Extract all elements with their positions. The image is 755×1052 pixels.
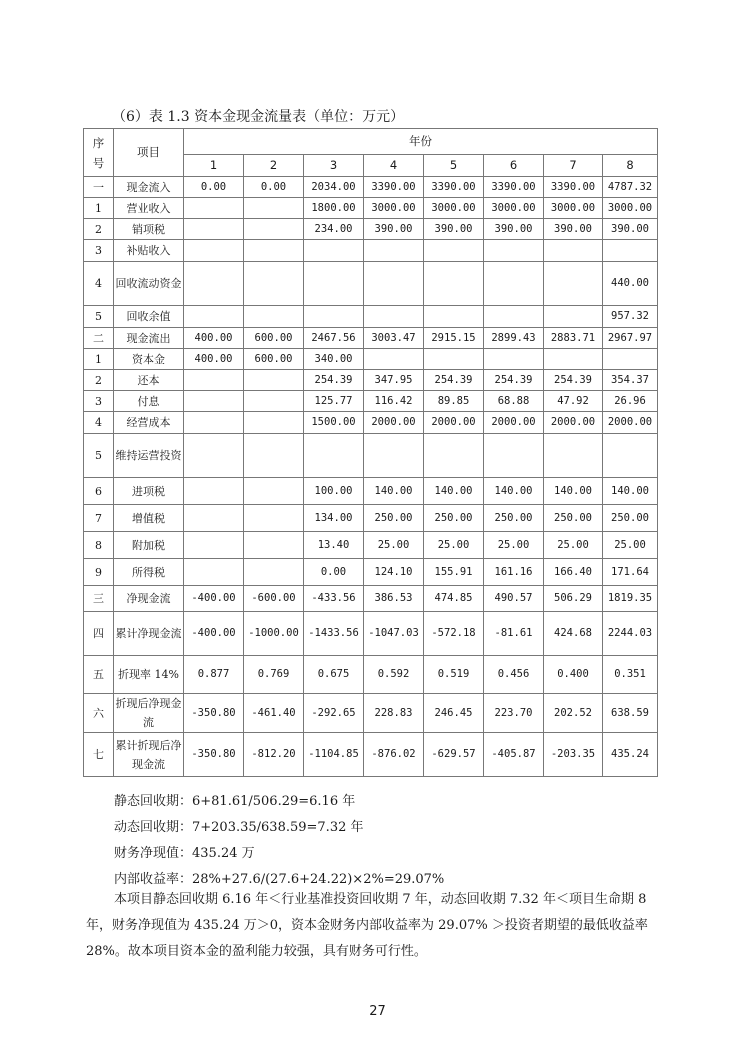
cell-value: -572.18 [424, 612, 484, 656]
row-item: 维持运营投资 [114, 434, 184, 478]
row-seq: 6 [84, 478, 114, 505]
cell-value: -1433.56 [304, 612, 364, 656]
cell-value: 600.00 [244, 328, 304, 349]
cell-value [244, 240, 304, 262]
cell-value: 202.52 [544, 694, 603, 733]
row-seq: 七 [84, 733, 114, 777]
table-row [84, 434, 658, 478]
cell-value: 2899.43 [484, 328, 544, 349]
cell-value: 25.00 [603, 532, 658, 559]
cell-value: -876.02 [364, 733, 424, 777]
table-row [84, 656, 658, 694]
page-number: 27 [369, 1004, 386, 1019]
cell-value [184, 505, 244, 532]
row-seq: 9 [84, 559, 114, 586]
cell-value: 3000.00 [603, 198, 658, 219]
table-row [84, 262, 658, 306]
cell-value: 347.95 [364, 370, 424, 391]
cell-value: 254.39 [424, 370, 484, 391]
cell-value: 0.769 [244, 656, 304, 694]
cell-value [244, 532, 304, 559]
row-seq: 4 [84, 262, 114, 306]
cell-value: 68.88 [484, 391, 544, 412]
cell-value: 3390.00 [364, 177, 424, 198]
cell-value: 0.456 [484, 656, 544, 694]
row-item: 还本 [114, 370, 184, 391]
row-item: 回收余值 [114, 306, 184, 328]
table-row [84, 306, 658, 328]
cell-value [304, 306, 364, 328]
cell-value [304, 434, 364, 478]
cell-value [484, 434, 544, 478]
cell-value: 3000.00 [544, 198, 603, 219]
cell-value: 25.00 [424, 532, 484, 559]
cell-value [603, 240, 658, 262]
table-row [84, 177, 658, 198]
row-item: 回收流动资金 [114, 262, 184, 306]
cell-value [424, 434, 484, 478]
row-item: 现金流出 [114, 328, 184, 349]
cell-value: 250.00 [603, 505, 658, 532]
row-seq: 4 [84, 412, 114, 434]
cell-value: 354.37 [603, 370, 658, 391]
cell-value [184, 559, 244, 586]
cell-value: 3000.00 [364, 198, 424, 219]
cell-value: 0.00 [184, 177, 244, 198]
cell-value [304, 262, 364, 306]
cell-value: 2467.56 [304, 328, 364, 349]
cell-value: 13.40 [304, 532, 364, 559]
row-seq: 三 [84, 586, 114, 612]
cell-value: -292.65 [304, 694, 364, 733]
cell-value: 246.45 [424, 694, 484, 733]
row-item: 折现率 14% [114, 656, 184, 694]
cell-value [544, 349, 603, 370]
cell-value [244, 219, 304, 240]
cell-value: 474.85 [424, 586, 484, 612]
cell-value: 47.92 [544, 391, 603, 412]
cell-value [424, 262, 484, 306]
cell-value: 3003.47 [364, 328, 424, 349]
cell-value [484, 262, 544, 306]
cell-value: 424.68 [544, 612, 603, 656]
cell-value: 435.24 [603, 733, 658, 777]
row-item: 现金流入 [114, 177, 184, 198]
cell-value: 2000.00 [364, 412, 424, 434]
cell-value: 89.85 [424, 391, 484, 412]
cell-value [364, 306, 424, 328]
row-item: 经营成本 [114, 412, 184, 434]
cell-value [484, 240, 544, 262]
table-row [84, 586, 658, 612]
cell-value [184, 198, 244, 219]
cell-value: 140.00 [424, 478, 484, 505]
cell-value: 490.57 [484, 586, 544, 612]
cell-value [484, 306, 544, 328]
row-seq: 7 [84, 505, 114, 532]
row-item: 付息 [114, 391, 184, 412]
cell-value: 125.77 [304, 391, 364, 412]
cell-value [184, 412, 244, 434]
cell-value: 134.00 [304, 505, 364, 532]
cell-value [244, 306, 304, 328]
cell-value [244, 412, 304, 434]
cell-value: 3390.00 [484, 177, 544, 198]
cell-value [544, 434, 603, 478]
cell-value: 25.00 [544, 532, 603, 559]
year-header: 5 [424, 155, 484, 177]
cell-value [184, 240, 244, 262]
cell-value: 506.29 [544, 586, 603, 612]
cell-value: 1500.00 [304, 412, 364, 434]
table-row [84, 412, 658, 434]
table-row [84, 240, 658, 262]
cell-value: 386.53 [364, 586, 424, 612]
cell-value [184, 391, 244, 412]
cell-value: 140.00 [603, 478, 658, 505]
cell-value: 0.675 [304, 656, 364, 694]
cell-value [544, 240, 603, 262]
cell-value [184, 478, 244, 505]
cell-value: 0.00 [244, 177, 304, 198]
cell-value [304, 240, 364, 262]
row-seq: 一 [84, 177, 114, 198]
cell-value: 155.91 [424, 559, 484, 586]
cell-value: 140.00 [484, 478, 544, 505]
table-row [84, 349, 658, 370]
cell-value: 0.519 [424, 656, 484, 694]
npv: 财务净现值：435.24 万 [114, 846, 255, 861]
row-seq: 1 [84, 198, 114, 219]
cell-value: 3000.00 [484, 198, 544, 219]
cell-value: 166.40 [544, 559, 603, 586]
row-seq: 二 [84, 328, 114, 349]
cell-value: 3390.00 [544, 177, 603, 198]
cell-value: 234.00 [304, 219, 364, 240]
cell-value: -812.20 [244, 733, 304, 777]
cell-value [244, 370, 304, 391]
cell-value [184, 219, 244, 240]
row-item: 累计净现金流 [114, 612, 184, 656]
cell-value: 171.64 [603, 559, 658, 586]
cell-value: 1800.00 [304, 198, 364, 219]
row-item: 进项税 [114, 478, 184, 505]
cell-value: 250.00 [544, 505, 603, 532]
cell-value: 600.00 [244, 349, 304, 370]
row-item: 增值税 [114, 505, 184, 532]
cell-value: -1000.00 [244, 612, 304, 656]
cell-value: 3000.00 [424, 198, 484, 219]
table-row [84, 219, 658, 240]
cell-value: 2000.00 [603, 412, 658, 434]
row-item: 销项税 [114, 219, 184, 240]
cell-value: 25.00 [364, 532, 424, 559]
cell-value [184, 262, 244, 306]
cell-value: -629.57 [424, 733, 484, 777]
cell-value: -600.00 [244, 586, 304, 612]
cell-value: 2034.00 [304, 177, 364, 198]
cell-value [424, 349, 484, 370]
table-row [84, 733, 658, 777]
cell-value [184, 532, 244, 559]
year-header: 3 [304, 155, 364, 177]
row-seq: 五 [84, 656, 114, 694]
year-header: 8 [603, 155, 658, 177]
table-row [84, 370, 658, 391]
cell-value [244, 559, 304, 586]
cell-value: 0.00 [304, 559, 364, 586]
cell-value: 161.16 [484, 559, 544, 586]
cell-value: 3390.00 [424, 177, 484, 198]
cell-value: 390.00 [424, 219, 484, 240]
cell-value: 390.00 [603, 219, 658, 240]
cell-value [544, 262, 603, 306]
cell-value [364, 262, 424, 306]
row-seq: 5 [84, 434, 114, 478]
row-item: 营业收入 [114, 198, 184, 219]
cell-value [244, 505, 304, 532]
cell-value: 2244.03 [603, 612, 658, 656]
cell-value: -461.40 [244, 694, 304, 733]
cell-value [364, 434, 424, 478]
dynamic-payback: 动态回收期：7+203.35/638.59=7.32 年 [114, 820, 364, 835]
table-row [84, 612, 658, 656]
row-item: 附加税 [114, 532, 184, 559]
cell-value: 250.00 [364, 505, 424, 532]
header-year: 年份 [184, 129, 658, 155]
conclusion-paragraph: 本项目静态回收期 6.16 年＜行业基准投资回收期 7 年，动态回收期 7.32 年＜项目生命期 8 年，财务净现值为 435.24 万＞0，资本金财务内部收益率为 29.07% ＞投资者期望的最低收益率 28%。故本项目资本金的盈利能力较强，具有财务可行性。 [86, 892, 648, 959]
cell-value: 140.00 [364, 478, 424, 505]
cell-value: -203.35 [544, 733, 603, 777]
row-seq: 8 [84, 532, 114, 559]
year-header: 2 [244, 155, 304, 177]
cell-value: 25.00 [484, 532, 544, 559]
cell-value: 223.70 [484, 694, 544, 733]
row-seq: 2 [84, 370, 114, 391]
cash-flow-table [83, 128, 658, 777]
cell-value: 250.00 [484, 505, 544, 532]
cell-value [184, 370, 244, 391]
cell-value: 254.39 [544, 370, 603, 391]
cell-value [544, 306, 603, 328]
table-row [84, 505, 658, 532]
cell-value: 2000.00 [484, 412, 544, 434]
cell-value: 100.00 [304, 478, 364, 505]
table-row [84, 559, 658, 586]
cell-value: -1047.03 [364, 612, 424, 656]
cell-value [364, 349, 424, 370]
cell-value: 116.42 [364, 391, 424, 412]
cell-value [603, 434, 658, 478]
cell-value [484, 349, 544, 370]
cell-value: -405.87 [484, 733, 544, 777]
cell-value: 390.00 [364, 219, 424, 240]
row-item: 资本金 [114, 349, 184, 370]
cell-value: 0.592 [364, 656, 424, 694]
cell-value: -81.61 [484, 612, 544, 656]
cell-value: 0.400 [544, 656, 603, 694]
cell-value [244, 478, 304, 505]
row-seq: 2 [84, 219, 114, 240]
year-header: 4 [364, 155, 424, 177]
cell-value [424, 240, 484, 262]
cell-value [184, 306, 244, 328]
row-item: 折现后净现金流 [114, 694, 184, 733]
year-header: 6 [484, 155, 544, 177]
cell-value: 2000.00 [544, 412, 603, 434]
table-row [84, 328, 658, 349]
cell-value: -433.56 [304, 586, 364, 612]
cell-value: 228.83 [364, 694, 424, 733]
cell-value: 1819.35 [603, 586, 658, 612]
cell-value [244, 262, 304, 306]
cell-value: 390.00 [544, 219, 603, 240]
row-seq: 六 [84, 694, 114, 733]
cell-value: 957.32 [603, 306, 658, 328]
cell-value: -350.80 [184, 733, 244, 777]
table-row [84, 478, 658, 505]
cell-value [244, 391, 304, 412]
row-seq: 3 [84, 391, 114, 412]
cell-value: -400.00 [184, 612, 244, 656]
cell-value: -400.00 [184, 586, 244, 612]
cell-value: -1104.85 [304, 733, 364, 777]
cell-value: 440.00 [603, 262, 658, 306]
cell-value [424, 306, 484, 328]
cell-value: 2883.71 [544, 328, 603, 349]
row-item: 累计折现后净现金流 [114, 733, 184, 777]
row-seq: 5 [84, 306, 114, 328]
row-seq: 3 [84, 240, 114, 262]
year-header: 7 [544, 155, 603, 177]
cell-value: 140.00 [544, 478, 603, 505]
row-item: 补贴收入 [114, 240, 184, 262]
cell-value [184, 434, 244, 478]
cell-value: 2000.00 [424, 412, 484, 434]
irr: 内部收益率：28%+27.6/(27.6+24.22)×2%=29.07% [114, 872, 445, 887]
cell-value: 2967.97 [603, 328, 658, 349]
cell-value: 638.59 [603, 694, 658, 733]
year-header: 1 [184, 155, 244, 177]
table-row [84, 694, 658, 733]
table-row [84, 198, 658, 219]
cell-value: 4787.32 [603, 177, 658, 198]
cell-value: 390.00 [484, 219, 544, 240]
row-seq: 四 [84, 612, 114, 656]
cell-value: 400.00 [184, 328, 244, 349]
cell-value: 400.00 [184, 349, 244, 370]
cell-value: 26.96 [603, 391, 658, 412]
cell-value: 0.351 [603, 656, 658, 694]
cell-value: 340.00 [304, 349, 364, 370]
cell-value: 254.39 [484, 370, 544, 391]
table-caption: （6）表 1.3 资本金现金流量表（单位：万元） [112, 109, 405, 125]
header-seq: 序号 [84, 129, 114, 177]
cell-value [244, 434, 304, 478]
header-item: 项目 [114, 129, 184, 177]
row-seq: 1 [84, 349, 114, 370]
table-row [84, 391, 658, 412]
cell-value [364, 240, 424, 262]
cell-value [244, 198, 304, 219]
cell-value: 124.10 [364, 559, 424, 586]
cell-value: 2915.15 [424, 328, 484, 349]
row-item: 所得税 [114, 559, 184, 586]
row-item: 净现金流 [114, 586, 184, 612]
cell-value: 254.39 [304, 370, 364, 391]
cell-value: -350.80 [184, 694, 244, 733]
table-row [84, 532, 658, 559]
cell-value [603, 349, 658, 370]
static-payback: 静态回收期：6+81.61/506.29=6.16 年 [114, 794, 356, 809]
cell-value: 250.00 [424, 505, 484, 532]
cell-value: 0.877 [184, 656, 244, 694]
